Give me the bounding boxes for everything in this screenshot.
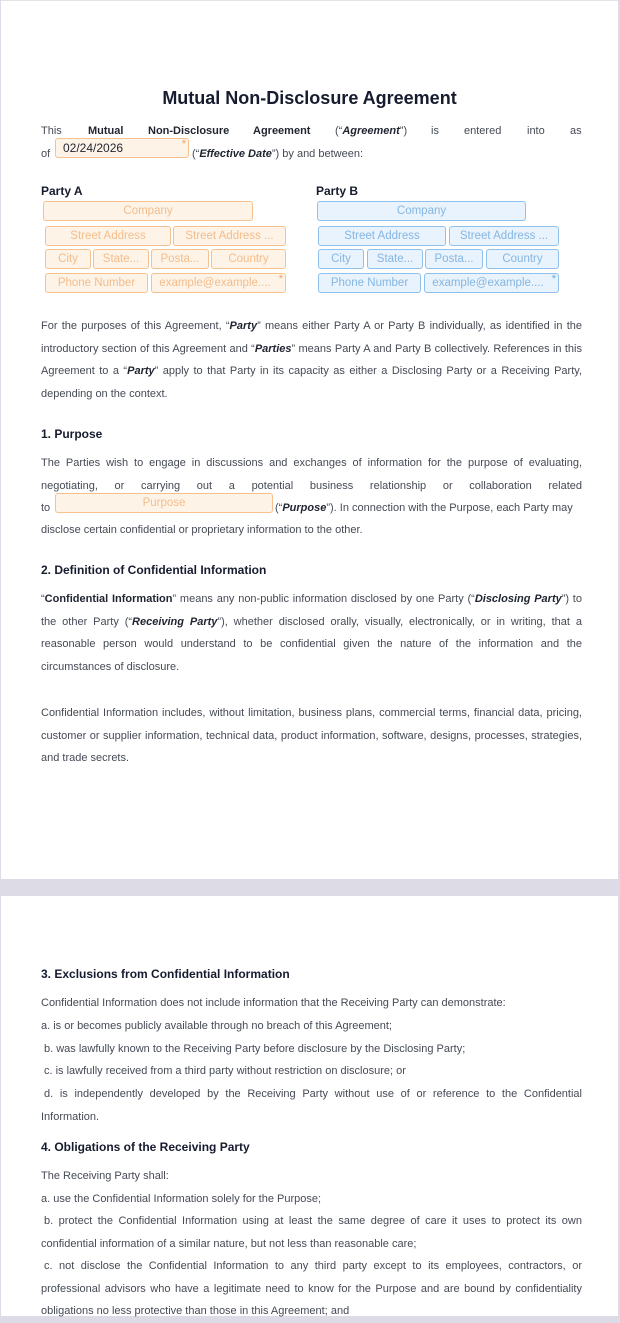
section-3-heading: 3. Exclusions from Confidential Information bbox=[41, 967, 290, 981]
intro-word: Mutual bbox=[88, 125, 124, 137]
party-b-postal-input[interactable]: Posta... bbox=[425, 249, 483, 269]
party-b-street1-input[interactable]: Street Address bbox=[318, 226, 446, 246]
intro-word: Agreement bbox=[253, 125, 311, 137]
party-b-city-input[interactable]: City bbox=[318, 249, 364, 269]
effective-date-definition: (“Effective Date”) by and between: bbox=[192, 148, 364, 160]
section-1-paragraph: The Parties wish to engage in discussions and exchanges of information for the purpose of evaluating, negotiating, or carrying out a potential business relationship or collaboration related bbox=[41, 457, 582, 492]
party-a-city-input[interactable]: City bbox=[45, 249, 91, 269]
party-b-heading: Party B bbox=[316, 184, 359, 198]
document-page-1 bbox=[1, 0, 618, 879]
list-item: b. protect the Confidential Information using at least the same degree of care it uses to protect its own confidential information of a similar nature, but not less than reasonable care; bbox=[41, 1215, 582, 1250]
intro-word: into bbox=[527, 125, 545, 137]
required-asterisk: * bbox=[278, 273, 283, 285]
party-b-country-input[interactable]: Country bbox=[486, 249, 559, 269]
purpose-definition: (“Purpose”). In connection with the Purpose, each Party may bbox=[275, 502, 573, 514]
party-b-company-input[interactable]: Company bbox=[317, 201, 526, 221]
party-a-country-input[interactable]: Country bbox=[211, 249, 286, 269]
list-item: c. is lawfully received from a third party without restriction on disclosure; or bbox=[44, 1065, 406, 1077]
list-item: c. not disclose the Confidential Information to any third party except to its employees, contractors, or professional advisors who have a legitimate need to know for the Purpose and are bound by confidentiality obligations no less protective than those in this Agreement; and bbox=[41, 1260, 582, 1317]
intro-word: as bbox=[570, 125, 582, 137]
list-item: d. is independently developed by the Receiving Party without use of or reference to the Confidential Information. bbox=[41, 1088, 582, 1123]
section-2-paragraph-1: “Confidential Information” means any non-public information disclosed by one Party (“Disclosing Party”) to the other Party (“Receiving Party”), whether disclosed orally, visually, electronically, or in writing, that a reasonable person would understand to be confidential given the nature of the information and the circumstances of disclosure. bbox=[41, 593, 582, 673]
section-1-to: to bbox=[41, 502, 51, 514]
section-4-lead: The Receiving Party shall: bbox=[41, 1170, 169, 1182]
agreement-definition: (“Agreement”) bbox=[335, 125, 408, 137]
required-asterisk: * bbox=[551, 273, 556, 285]
effective-date-input[interactable]: 02/24/2026 * bbox=[55, 138, 189, 158]
list-item: a. is or becomes publicly available through no breach of this Agreement; bbox=[41, 1020, 392, 1032]
section-2-heading: 2. Definition of Confidential Information bbox=[41, 563, 267, 577]
party-a-postal-input[interactable]: Posta... bbox=[151, 249, 209, 269]
party-a-heading: Party A bbox=[41, 184, 83, 198]
section-2-paragraph-2: Confidential Information includes, without limitation, business plans, commercial terms, financial data, pricing, customer or supplier information, technical data, product information, software, designs, processes, strategies, and trade secrets. bbox=[41, 707, 582, 764]
party-a-company-input[interactable]: Company bbox=[43, 201, 253, 221]
intro-word: entered bbox=[464, 125, 502, 137]
list-item: a. use the Confidential Information solely for the Purpose; bbox=[41, 1193, 322, 1205]
intro-word: of bbox=[41, 148, 51, 160]
party-a-email-input[interactable]: example@example.... * bbox=[151, 273, 286, 293]
party-a-street2-input[interactable]: Street Address ... bbox=[173, 226, 286, 246]
purpose-input[interactable]: Purpose bbox=[55, 493, 273, 513]
party-b-state-input[interactable]: State... bbox=[367, 249, 423, 269]
document-page-2 bbox=[1, 896, 618, 1316]
document-title: Mutual Non-Disclosure Agreement bbox=[162, 88, 457, 108]
definitions-paragraph: For the purposes of this Agreement, “Party” means either Party A or Party B individually, as identified in the introductory section of this Agreement and “Parties” means Party A and Party B collectively. References in this Agreement to a “Party” apply to that Party in its capacity as either a Disclosing Party or a Receiving Party, depending on the context. bbox=[41, 320, 583, 400]
intro-word: Non-Disclosure bbox=[148, 125, 230, 137]
party-a-state-input[interactable]: State... bbox=[93, 249, 149, 269]
required-asterisk: * bbox=[181, 138, 186, 150]
section-1-paragraph-end: disclose certain confidential or proprietary information to the other. bbox=[41, 524, 363, 536]
intro-word: This bbox=[41, 125, 62, 137]
party-a-street1-input[interactable]: Street Address bbox=[45, 226, 171, 246]
party-b-phone-input[interactable]: Phone Number bbox=[318, 273, 421, 293]
party-b-street2-input[interactable]: Street Address ... bbox=[449, 226, 559, 246]
list-item: b. was lawfully known to the Receiving Party before disclosure by the Disclosing Party; bbox=[44, 1043, 466, 1055]
party-b-email-input[interactable]: example@example.... * bbox=[424, 273, 559, 293]
section-3-lead: Confidential Information does not include information that the Receiving Party can demonstrate: bbox=[41, 997, 506, 1009]
intro-word: is bbox=[431, 125, 439, 137]
section-1-heading: 1. Purpose bbox=[41, 427, 103, 441]
section-4-heading: 4. Obligations of the Receiving Party bbox=[41, 1140, 250, 1154]
party-a-phone-input[interactable]: Phone Number bbox=[45, 273, 148, 293]
